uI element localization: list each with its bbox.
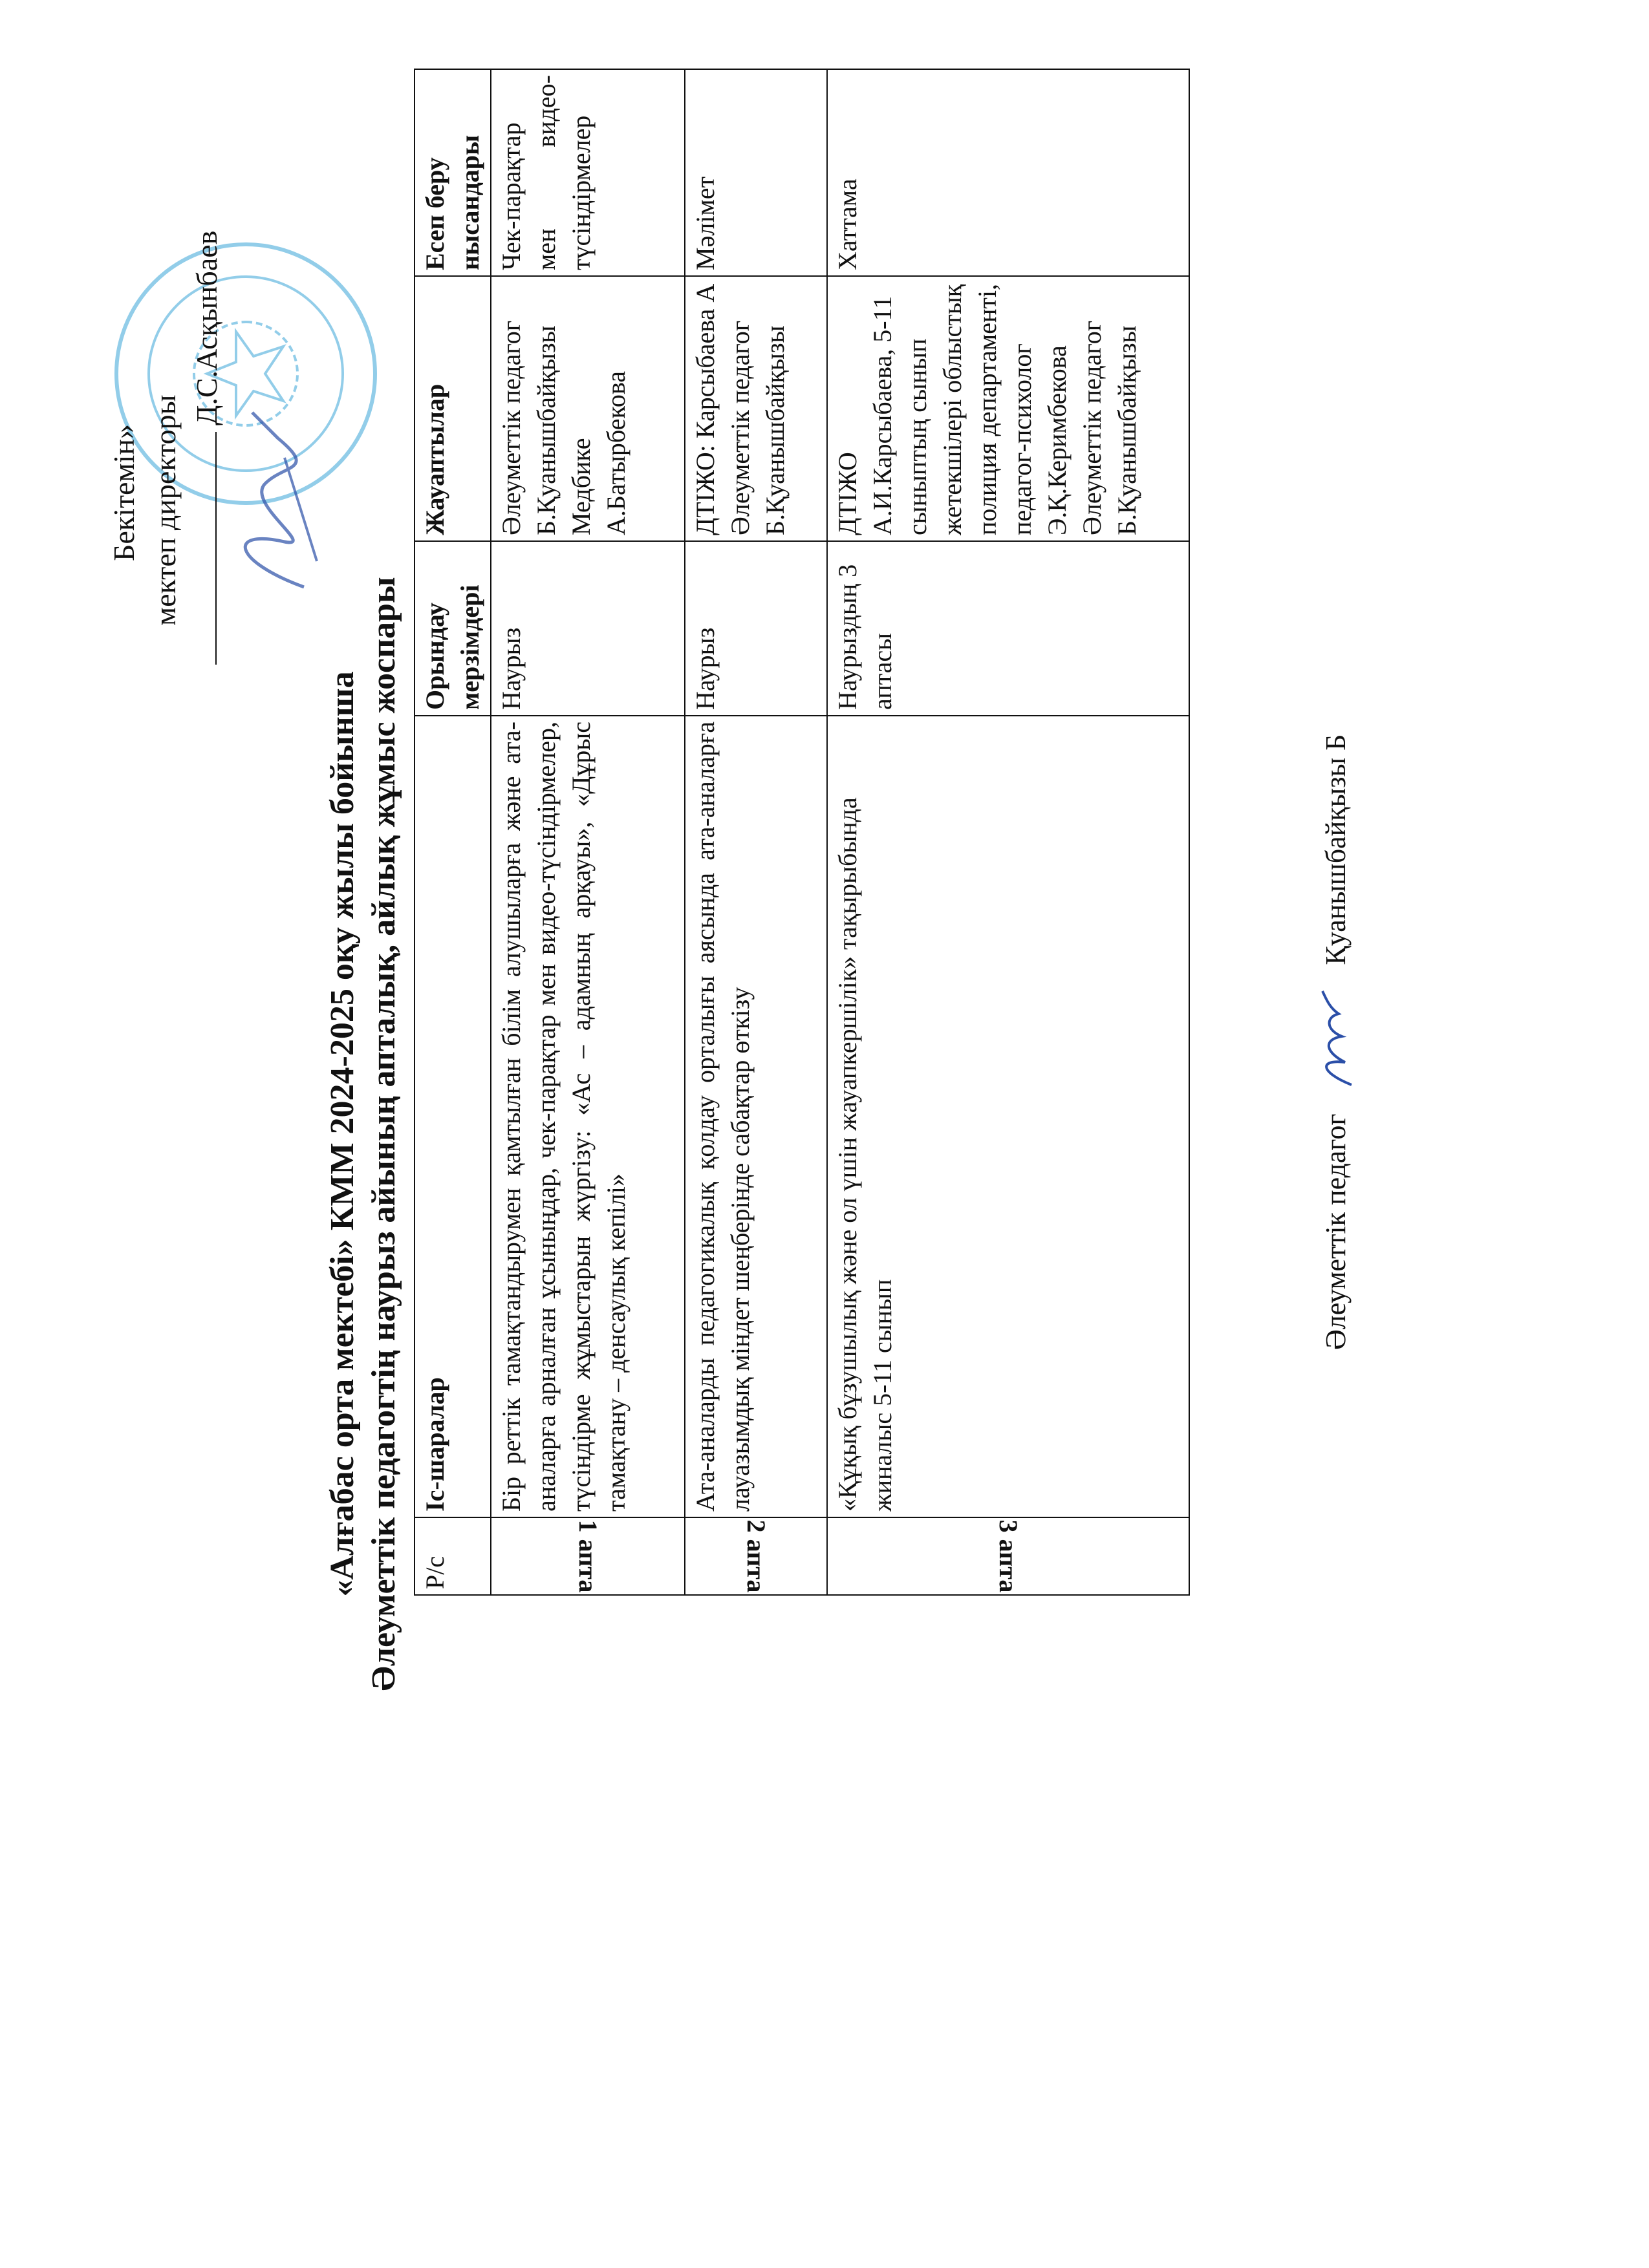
report-cell: Чек-парақтар мен видео-түсіндірмелер xyxy=(491,69,685,276)
week-cell xyxy=(827,1517,1189,1595)
week-label: 2 апта xyxy=(742,1519,771,1593)
header-num: Р/с xyxy=(415,1517,491,1595)
activity-cell: «Құқық бұзушылық және ол үшін жауапкершілік» тақырыбында жиналыс 5-11 сынып xyxy=(827,716,1189,1517)
deadline-cell: Наурыздың 3 аптасы xyxy=(827,541,1189,716)
responsible-cell: Әлеуметтік педагог Б.Қуанышбайқызы Медбике А.Батырбекова xyxy=(491,276,685,541)
footer-role: Әлеуметтік педагог xyxy=(1320,1113,1352,1350)
approval-name-row xyxy=(186,109,228,665)
responsible-cell: ДТІЖО: Карсыбаева А Әлеуметтік педагог Б.Қуанышбайқызы xyxy=(685,276,827,541)
table-header-row xyxy=(415,69,491,1595)
approval-heading: Бекітемін» xyxy=(107,424,140,561)
report-cell: Хаттама xyxy=(827,69,1189,276)
header-activity: Іс-шаралар xyxy=(415,716,491,1517)
week-label: 3 апта xyxy=(994,1519,1023,1593)
table-row xyxy=(827,69,1189,1595)
week-cell xyxy=(491,1517,685,1595)
week-cell xyxy=(685,1517,827,1595)
footer-name: Қуанышбайқызы Б xyxy=(1320,734,1352,965)
deadline-cell: Наурыз xyxy=(491,541,685,716)
approval-position: мектеп директоры xyxy=(149,394,182,626)
responsible-cell: ДТІЖО А.И.Карсыбаева, 5-11 сыныптың сынып жетекшілері облыстық полиция департаменті, педагог-психолог Э.Қ.Керимбекова Әлеуметтік педагог Б.Қуанышбайқызы xyxy=(827,276,1189,541)
table-row xyxy=(491,69,685,1595)
header-deadline: Орындау мерзімдері xyxy=(415,541,491,716)
deadline-cell: Наурыз xyxy=(685,541,827,716)
work-plan-table xyxy=(414,69,1190,1596)
pedagogue-signature xyxy=(1313,988,1364,1091)
approval-block xyxy=(103,109,228,665)
signature-line xyxy=(215,432,217,665)
footer-signature-block xyxy=(1313,734,1364,1350)
document-title: «Алғабас орта мектебі» КММ 2024-2025 оқу жылы бойынша xyxy=(324,671,361,1597)
activity-cell: Бір реттік тамақтандырумен қамтылған білім алушыларға және ата-аналарға арналған ұсыныңдар, чек-парақтар мен видео-түсіндірмелер, түсіндірме жұмыстарын жүргізу: «Ас – адамның арқауы», «Дұрыс тамақтану – денсаулық кепілі» xyxy=(491,716,685,1517)
week-label: 1 апта xyxy=(574,1519,603,1593)
report-cell: Мәлімет xyxy=(685,69,827,276)
header-report: Есеп беру нысандары xyxy=(415,69,491,276)
header-responsible: Жауаптылар xyxy=(415,276,491,541)
document-subtitle: Әлеуметтік педагогтің наурыз айының апталық, айлық жұмыс жоспары xyxy=(365,577,402,1691)
approval-name: Д.С.Асқынбаев xyxy=(190,230,223,425)
activity-cell: Ата-аналарды педагогикалық қолдау орталығы аясында ата-аналарға лауазымдық міндет шеңберінде сабақтар өткізу xyxy=(685,716,827,1517)
table-row xyxy=(685,69,827,1595)
